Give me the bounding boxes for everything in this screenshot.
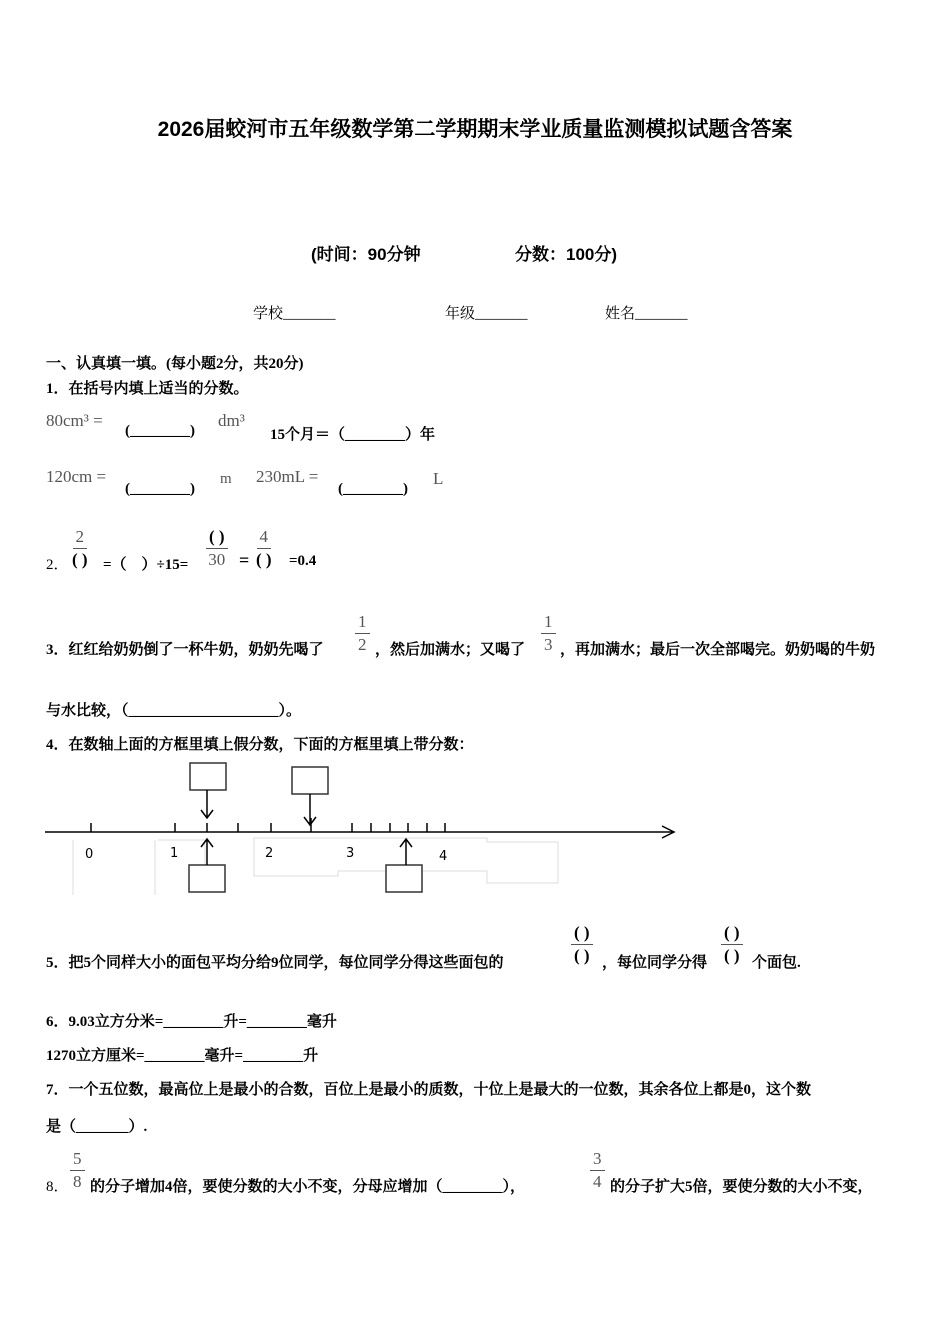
question-7: 7．一个五位数，最高位上是最小的合数，百位上是最小的质数，十位上是最大的一位数，其余各位上都是0，这个数 — [46, 1082, 812, 1098]
exam-score: 分数：100分) — [515, 245, 618, 264]
q2-text: =（ ）÷15= — [103, 557, 189, 573]
answer-box[interactable] — [386, 865, 422, 892]
answer-box[interactable] — [292, 767, 328, 794]
question-4: 4．在数轴上面的方框里填上假分数，下面的方框里填上带分数： — [46, 737, 474, 753]
unit: L — [433, 469, 444, 488]
grade-field[interactable]: 年级_______ — [445, 306, 528, 322]
answer-blank[interactable]: (________) — [338, 481, 408, 497]
q8-text: 的分子扩大5倍，要使分数的大小不变， — [610, 1179, 873, 1195]
q2-text: = — [239, 550, 250, 570]
axis-label: 3 — [346, 846, 355, 861]
question-7-line2[interactable]: 是（_______）. — [46, 1119, 148, 1135]
q2-text: =0.4 — [289, 553, 317, 569]
arrow-icon — [201, 790, 412, 865]
fraction-blank[interactable]: ( ) ( ) — [571, 922, 593, 967]
q3-text: ，然后加满水；又喝了 — [375, 642, 526, 658]
school-field[interactable]: 学校_______ — [253, 306, 336, 322]
q5-text: 个面包. — [752, 955, 801, 971]
fraction: $\frac{3}{4}$ — [590, 1148, 605, 1193]
name-field[interactable]: 姓名_______ — [605, 306, 688, 322]
q3-text: ，再加满水；最后一次全部喝完。奶奶喝的牛奶 — [560, 642, 876, 658]
fraction: ( ) 30 — [206, 526, 228, 571]
unit: m — [220, 471, 232, 487]
expr-230ml: 230mL = — [256, 467, 319, 486]
fraction: 4 ( ) — [256, 527, 272, 569]
answer-box[interactable] — [189, 865, 225, 892]
question-5: 5．把5个同样大小的面包平均分给9位同学，每位同学分得这些面包的 — [46, 955, 504, 971]
expr-15-months[interactable]: 15个月＝（________）年 — [270, 427, 436, 443]
axis-label: 2 — [265, 846, 274, 861]
fraction: 2 ( ) — [72, 527, 88, 569]
page-title: 2026届蛟河市五年级数学第二学期期末学业质量监测模拟试题含答案 — [157, 118, 793, 141]
question-6[interactable]: 6．9.03立方分米=________升=________毫升 — [46, 1014, 337, 1030]
answer-blank[interactable]: (________) — [125, 423, 195, 439]
q-num: 1． — [46, 381, 69, 397]
q8-text[interactable]: 的分子增加4倍，要使分数的大小不变，分母应增加（________）， — [90, 1179, 526, 1195]
q-text: 在括号内填上适当的分数。 — [68, 381, 249, 397]
fraction: $\frac{5}{8}$ — [70, 1148, 85, 1193]
exam-time: (时间：90分钟 — [311, 245, 421, 264]
section-heading: 一、认真填一填。(每小题2分，共20分) — [46, 356, 304, 372]
q5-text: ，每位同学分得 — [602, 955, 708, 971]
axis-label: 1 — [170, 846, 179, 861]
fraction-blank[interactable]: ( ) ( ) — [721, 922, 743, 967]
fraction: $\frac{1}{2}$ — [355, 611, 370, 656]
expr-120cm: 120cm = — [46, 467, 107, 486]
axis-label: 0 — [85, 847, 94, 862]
q-num: 8． — [46, 1179, 69, 1195]
unit: dm³ — [218, 411, 245, 430]
axis-label: 4 — [439, 849, 448, 864]
q-num: 2． — [46, 557, 69, 573]
fraction: $\frac{1}{3}$ — [541, 611, 556, 656]
expr-80cm3: 80cm³ = — [46, 411, 103, 430]
answer-box[interactable] — [190, 763, 226, 790]
question-3: 3．红红给奶奶倒了一杯牛奶，奶奶先喝了 — [46, 642, 324, 658]
question-6-line2[interactable]: 1270立方厘米=________毫升=________升 — [46, 1048, 319, 1064]
q3-text[interactable]: 与水比较，（____________________）。 — [46, 703, 302, 719]
answer-blank[interactable]: (________) — [125, 481, 195, 497]
